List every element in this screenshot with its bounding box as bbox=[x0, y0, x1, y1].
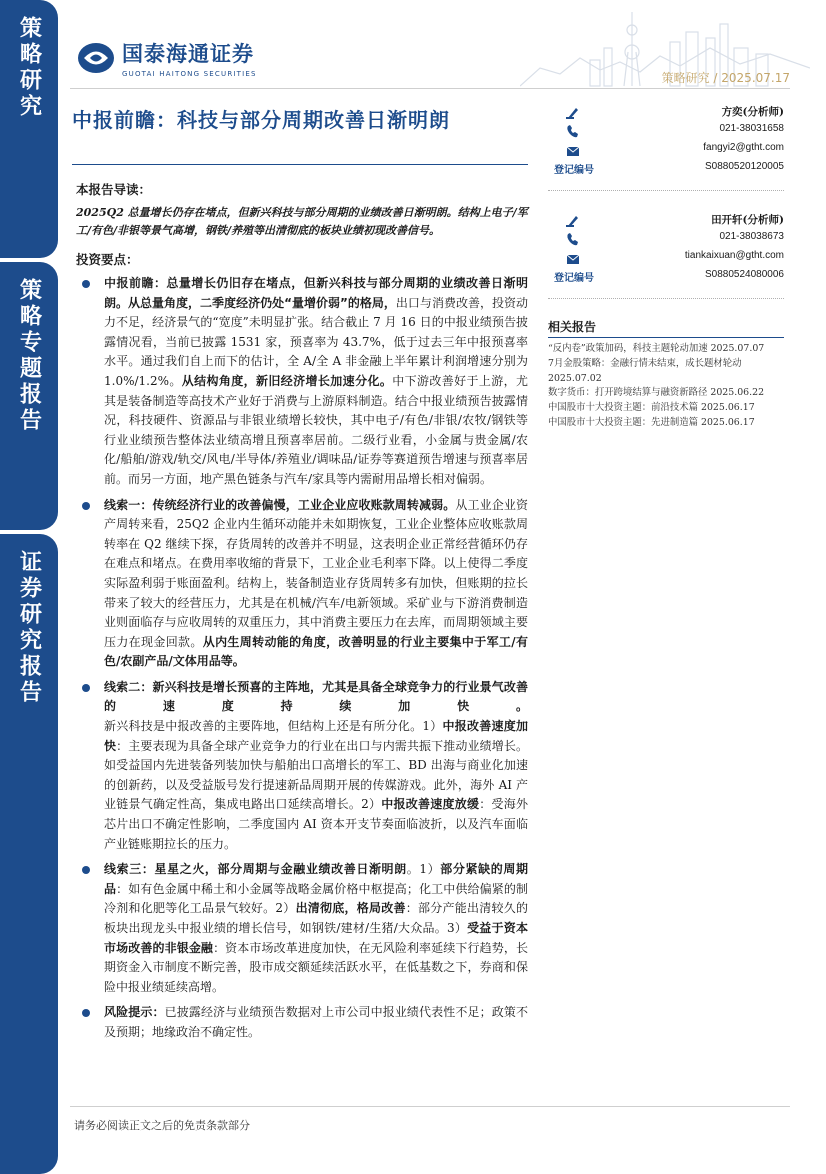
analyst-reg-row bbox=[548, 161, 784, 180]
analyst-name: 田开轩(分析师) bbox=[711, 214, 784, 226]
bullet-icon bbox=[82, 280, 90, 288]
phone-icon bbox=[566, 233, 580, 246]
brand-mark-icon bbox=[76, 41, 116, 75]
bullet-icon bbox=[82, 1009, 90, 1017]
point-body: 中下游改善好于上游，尤其是装备制造等高技术产业好于消费与上游原料制造。结合中报业绩预告披露情况，科技硬件、资源品与非银业绩增长较快，其中电子/有色/非银/农牧/钢铁等行业业绩预告整体法业绩高增且预喜率居前。二级行业看，小金属与贵金属/农化/船舶/游戏/轨交/风电/半导体/养殖业/调味品/证券等赛道预告增速与预喜率居前。而另一方面，地产黑色链条与汽车/家具等内需耐用品增长相对偏弱。 bbox=[104, 373, 528, 486]
analyst-card bbox=[548, 104, 784, 180]
report-title: 中报前瞻：科技与部分周期改善日渐明朗 bbox=[72, 108, 450, 132]
related-report-link[interactable]: 中国股市十大投资主题：前沿技术篇 2025.06.17 bbox=[548, 402, 755, 414]
reg-number: S0880524080006 bbox=[705, 269, 784, 280]
sidebar-tab-securities-report bbox=[0, 534, 58, 1174]
analyst-name-row bbox=[548, 212, 784, 231]
point-lead: 风险提示： bbox=[104, 1005, 165, 1020]
analyst-name-row bbox=[548, 104, 784, 123]
point-body: 已披露经济与业绩预告数据对上市公司中报业绩代表性不足；政策不及预期；地缘政治不确定性。 bbox=[104, 1005, 528, 1039]
point-body: ：主要表现为具备全球产业竞争力的行业在出口与内需共振下推动业绩增长。如受益国内先进装备列装加快与船舶出口高增长的军工、BD 出海与商业化加速的创新药，以及受益版号发行提速新品周期开展的传媒游戏。此外，海外 AI 产业链景气确定性高，集成电路出口延续高增长。2） bbox=[104, 738, 528, 812]
point-lead: 从内生周转动能的角度，改善明显的行业主要集中于军工/有色/农副产品/文体用品等。 bbox=[104, 634, 528, 669]
investment-points bbox=[76, 274, 528, 1049]
brand-name-en: GUOTAI HAITONG SECURITIES bbox=[122, 70, 257, 78]
brand-name: 国泰海通证券 bbox=[122, 42, 254, 66]
analyst-reg-row bbox=[548, 269, 784, 288]
analyst-divider bbox=[548, 298, 784, 299]
reg-label: 登记编号 bbox=[554, 165, 594, 176]
mail-icon bbox=[566, 144, 580, 157]
footer-divider bbox=[70, 1106, 790, 1107]
point-lead: 线索三：星星之火，部分周期与金融业绩改善日渐明朗 bbox=[104, 862, 407, 877]
point-lead: 中报前瞻：总量增长仍旧存在堵点，但新兴科技与部分周期的业绩改善日渐明朗。从总量角度，二季度经济仍处“量增价弱”的格局， bbox=[104, 276, 528, 310]
point-lead: 中报改善速度放缓 bbox=[381, 797, 480, 812]
analyst-email[interactable]: fangyi2@gtht.com bbox=[703, 142, 784, 153]
point-body: ：如有色金属中稀土和小金属等战略金属价格中枢提高；化工中供给偏紧的制冷剂和化肥等化工品景气较好。2） bbox=[104, 881, 528, 916]
analyst-name: 方奕(分析师) bbox=[721, 106, 784, 118]
analyst-phone-row bbox=[548, 123, 784, 142]
point-body: 新兴科技是中报改善的主要阵地，但结构上还是有所分化。1） bbox=[104, 719, 443, 734]
point-item bbox=[76, 860, 528, 997]
related-report-link[interactable]: “反内卷”政策加码，科技主题轮动加速 2025.07.07 bbox=[548, 343, 765, 354]
point-lead: 受益于资本市场改善的非银金融 bbox=[104, 921, 528, 955]
point-body: 从工业企业资产周转来看，25Q2 企业内生循环动能并未如期恢复，工业企业整体应收账款周转率在 Q2 继续下探，存货周转的改善并不明显，这表明企业正常经营循环仍存在难点和堵点。在费用率收缩的背景下，工业企业毛利率下降。以上使得二季度实际盈利弱于账面盈利。结构上，装备制造业存货周转多有加快，但账期的拉长带来了较大的经营压力，尤其是在机械/汽车/电新领域。采矿业与下游消费制造业则面临存与应收周转的双重压力，其中消费主要压力在去库，而周期领域主要压力在现金回款。 bbox=[104, 497, 528, 649]
sidebar-tab-strategy-research bbox=[0, 0, 58, 258]
point-body: ：部分产能出清较久的板块出现龙头中报业绩的增长信号，如钢铁/建材/生猪/大众品。3） bbox=[104, 901, 528, 935]
reg-label: 登记编号 bbox=[554, 273, 594, 284]
point-body: ：受海外芯片出口不确定性影响，二季度国内 AI 资本开支节奏面临波折，以及汽车面临产业链账期拉长的压力。 bbox=[104, 797, 528, 851]
related-reports-list bbox=[548, 342, 784, 431]
analyst-divider bbox=[548, 190, 784, 191]
sidebar-label: 证券研究报告 bbox=[16, 550, 42, 706]
point-lead: 中报改善速度加快 bbox=[104, 719, 528, 753]
point-body: 出口与消费改善，投资动力不足，经济景气的“宽度”未明显扩张。结合截止 7 月 16 日的中报业绩预告披露情况看，当前已披露 1531 家，预喜率为 43.7%，低于过去三年中报预喜率水平。通过我们自上而下的估计，全 A/全 A 非金融上半年累计利润增速分别为 1.0%/1.2%。 bbox=[104, 295, 528, 388]
point-lead: 线索一：传统经济行业的改善偏慢，工业企业应收账款周转减弱。 bbox=[104, 497, 456, 512]
related-report-link[interactable]: 数字货币：打开跨境结算与融资新路径 2025.06.22 bbox=[548, 387, 765, 399]
analyst-email[interactable]: tiankaixuan@gtht.com bbox=[684, 250, 784, 261]
point-item bbox=[76, 1003, 528, 1042]
sidebar-tab-strategy-special bbox=[0, 262, 58, 530]
point-lead: 从结构角度，新旧经济增长加速分化。 bbox=[181, 373, 393, 388]
intro-heading: 本报告导读： bbox=[76, 182, 152, 197]
point-lead: 出清彻底，格局改善 bbox=[295, 901, 406, 916]
point-body: ：资本市场改革进度加快，在无风险利率延续下行趋势，长期资金入市制度不断完善，股市成交额延续活跃水平，在低基数之下，券商和保险中报业绩延续高增。 bbox=[104, 940, 528, 994]
related-divider bbox=[548, 337, 784, 338]
pen-icon bbox=[566, 214, 580, 227]
phone-icon bbox=[566, 125, 580, 138]
point-lead: 部分紧缺的周期品 bbox=[104, 862, 528, 896]
header-divider bbox=[70, 88, 790, 89]
bullet-icon bbox=[82, 866, 90, 874]
brand-logo bbox=[76, 38, 257, 78]
analyst-phone: 021-38038673 bbox=[719, 231, 784, 242]
analyst-email-row bbox=[548, 250, 784, 269]
disclaimer-footer: 请务必阅读正文之后的免责条款部分 bbox=[74, 1119, 250, 1132]
pen-icon bbox=[566, 106, 580, 119]
bullet-icon bbox=[82, 684, 90, 692]
analyst-card bbox=[548, 212, 784, 288]
point-item bbox=[76, 496, 528, 672]
related-report-link[interactable]: 中国股市十大投资主题：先进制造篇 2025.06.17 bbox=[548, 416, 755, 428]
point-lead: 线索二：新兴科技是增长预喜的主阵地，尤其是具备全球竞争力的行业景气改善的速度持续加快。 bbox=[104, 679, 528, 714]
sidebar-label: 策略专题报告 bbox=[16, 278, 42, 434]
point-body: 。1） bbox=[406, 862, 441, 877]
analyst-email-row bbox=[548, 142, 784, 161]
bullet-icon bbox=[82, 502, 90, 510]
reg-number: S0880520120005 bbox=[705, 161, 784, 172]
related-reports-heading: 相关报告 bbox=[548, 320, 597, 334]
title-divider bbox=[72, 164, 528, 165]
point-item bbox=[76, 678, 528, 854]
intro-text: 2025Q2 总量增长仍存在堵点，但新兴科技与部分周期的业绩改善日渐明朗。结构上电子/军工/有色/非银等景气高增，钢铁/养殖等出清彻底的板块业绩初现改善信号。 bbox=[76, 206, 528, 237]
report-category-date: 策略研究 / 2025.07.17 bbox=[661, 71, 790, 85]
point-item bbox=[76, 274, 528, 490]
sidebar bbox=[0, 0, 58, 1169]
sidebar-label: 策略研究 bbox=[16, 16, 42, 120]
related-report-link[interactable]: 7月金股策略：金融行情未结束，成长题材轮动 2025.07.02 bbox=[548, 357, 742, 384]
points-heading: 投资要点： bbox=[76, 252, 139, 267]
mail-icon bbox=[566, 252, 580, 265]
analyst-phone-row bbox=[548, 231, 784, 250]
analyst-phone: 021-38031658 bbox=[719, 123, 784, 134]
